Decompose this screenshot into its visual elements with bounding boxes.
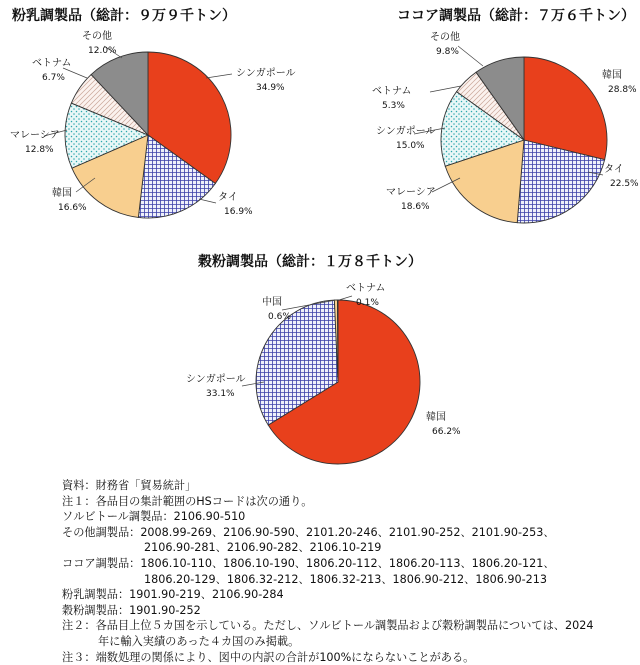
cocoa-slice-value-1: 22.5% [610,179,639,189]
note-other-codes: その他調製品：2008.99-269、2106.90-590、2101.20-246、2101.90-252、2101.90-253、 [62,525,555,539]
note-sorbitol-codes: ソルビトール調製品：2106.90-510 [62,510,246,524]
footnotes [62,478,632,665]
milk-powder-slice-value-2: 16.6% [58,203,87,213]
note-flour-codes: 穀粉調製品：1901.90-252 [62,603,201,617]
flour-slice-value-0: 66.2% [432,427,461,437]
note-2: 注２：各品目上位５カ国を示している。ただし、ソルビトール調製品および穀粉調製品については、2024 [62,619,594,633]
cocoa-slice-label-0: 韓国 [602,70,622,81]
cocoa-slice-label-2: マレーシア [386,187,436,198]
milk-powder-slice-label-2: 韓国 [52,188,72,199]
note-1: 注１：各品目の集計範囲のHSコードは次の通り。 [62,494,313,508]
note-source: 資料：財務省「貿易統計」 [62,479,197,492]
flour-slice-value-3: 0.1% [356,298,379,308]
flour-chart-title: 穀粉調製品（総計：１万８千トン） [198,254,422,270]
note-cocoa-codes: ココア調製品：1806.10-110、1806.10-190、1806.20-112、1806.20-113、1806.20-121、 [62,556,555,570]
flour-leader-line-3 [339,296,352,300]
flour-slice-label-0: 韓国 [426,412,446,423]
cocoa-slice-label-4: ベトナム [372,86,412,97]
milk-powder-slice-value-4: 6.7% [42,73,65,83]
milk-powder-slice-value-3: 12.8% [25,145,54,155]
cocoa-chart-title: ココア調製品（総計：７万６千トン） [397,8,635,24]
cocoa-slice-value-5: 9.8% [436,47,459,57]
cocoa-slice-label-3: シンガポール [376,126,436,137]
flour-pie-chart [186,253,461,464]
milk-powder-leader-line-1 [199,199,216,203]
cocoa-slice-label-5: その他 [430,32,460,43]
milk-powder-slice-label-5: その他 [82,31,112,42]
cocoa-slice-label-1: タイ [604,164,624,175]
cocoa-slice-value-3: 15.0% [396,141,425,151]
milk-powder-chart-title: 粉乳調製品（総計：９万９千トン） [12,8,236,24]
flour-slice-value-1: 33.1% [206,389,235,399]
flour-slice-3 [337,300,338,382]
milk-powder-pie-chart [10,7,296,218]
flour-slice-label-2: 中国 [262,297,282,308]
milk-powder-slice-label-1: タイ [218,192,238,203]
milk-powder-leader-line-0 [206,74,232,78]
note-milk-codes: 粉乳調製品：1901.90-219、2106.90-284 [62,588,284,602]
cocoa-slice-value-4: 5.3% [382,101,405,111]
note-2-cont: 年に輸入実績のあった４カ国のみ掲載。 [98,634,300,648]
cocoa-slice-value-0: 28.8% [608,85,637,95]
milk-powder-slice-label-4: ベトナム [32,58,72,69]
cocoa-leader-line-4 [430,86,461,92]
flour-slice-label-1: シンガポール [186,374,246,385]
cocoa-leader-line-5 [458,46,483,66]
flour-slice-label-3: ベトナム [346,283,386,294]
milk-powder-slice-value-0: 34.9% [256,83,285,93]
milk-powder-leader-line-4 [63,68,87,78]
milk-powder-slice-label-3: マレーシア [10,130,60,141]
milk-powder-slice-value-5: 12.0% [88,46,117,56]
milk-powder-slice-value-1: 16.9% [224,207,253,217]
note-other-codes-cont: 2106.90-281、2106.90-282、2106.10-219 [144,541,382,555]
cocoa-pie-chart [372,7,639,223]
cocoa-slice-value-2: 18.6% [401,202,430,212]
flour-slice-value-2: 0.6% [268,312,291,322]
note-cocoa-codes-cont: 1806.20-129、1806.32-212、1806.32-213、1806.90-212、1806.90-213 [144,572,548,586]
note-3: 注３：端数処理の関係により、図中の内訳の合計が100%にならないことがある。 [62,650,475,664]
milk-powder-slice-label-0: シンガポール [236,68,296,79]
